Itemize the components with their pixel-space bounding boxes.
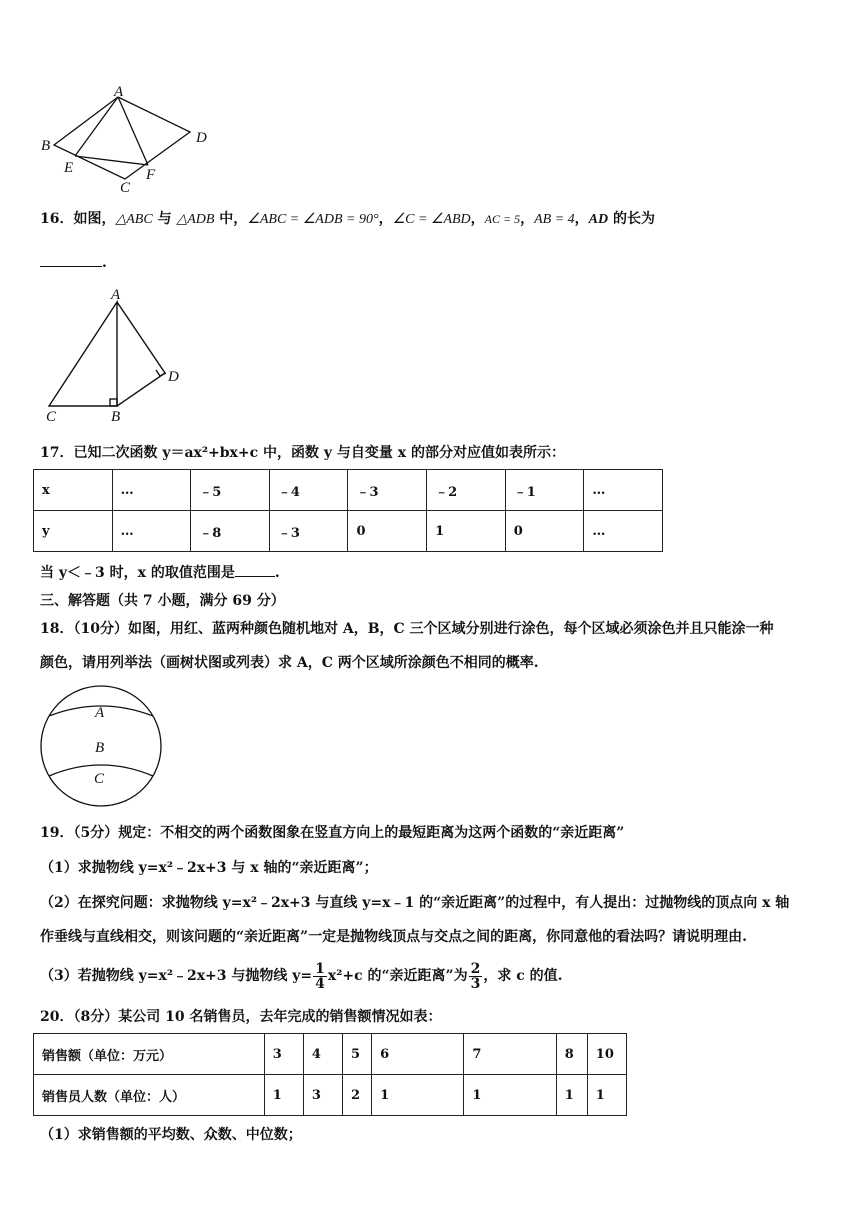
q16-sep-2: ，	[470, 211, 485, 227]
label-A: A	[111, 287, 121, 303]
table-row	[34, 511, 663, 552]
q16-condition-1: ∠ABC = ∠ADB = 90°	[247, 212, 379, 227]
answer-blank[interactable]	[235, 564, 275, 577]
label-B: B	[41, 138, 51, 154]
label-D: D	[196, 130, 207, 146]
table-cell: 1	[587, 1075, 626, 1116]
figure-q15	[38, 82, 218, 197]
q16-triangle-abc: △ABC	[115, 212, 153, 227]
label-C: C	[94, 771, 105, 787]
table-cell: 5	[343, 1034, 372, 1075]
q16-answer-line	[40, 253, 107, 273]
fraction-two-thirds	[469, 962, 483, 991]
q16-text-1: 如图，	[73, 211, 116, 227]
table-cell: ﹣5	[191, 470, 270, 511]
table-cell: ﹣8	[191, 511, 270, 552]
label-F: F	[146, 167, 156, 183]
q19-part-2a: （2）在探究问题：求抛物线 y=x²﹣2x+3 与直线 y=x﹣1 的“亲近距离”的过程中，有人提出：过抛物线的顶点向 x 轴	[40, 895, 790, 911]
q19-part-3-text-a: （3）若抛物线 y=x²﹣2x+3 与抛物线 y=	[40, 968, 313, 984]
q16-sep-1: ，	[378, 211, 393, 227]
table-cell: …	[584, 470, 663, 511]
table-cell: 8	[556, 1034, 587, 1075]
q20-part-1: （1）求销售额的平均数、众数、中位数；	[40, 1127, 302, 1143]
q16-condition-4: AB = 4	[534, 212, 575, 227]
table-cell: 销售额（单位：万元）	[34, 1034, 265, 1075]
table-row	[34, 470, 663, 511]
q16-text-4: 的长为	[608, 211, 655, 227]
label-C: C	[46, 409, 57, 425]
q16-end: .	[102, 255, 107, 271]
table-cell: 6	[372, 1034, 464, 1075]
table-cell: 1	[464, 1075, 556, 1116]
table-cell: 2	[343, 1075, 372, 1116]
q20-table	[33, 1033, 627, 1116]
table-cell: ﹣2	[427, 470, 506, 511]
label-B: B	[95, 740, 105, 756]
table-cell: 1	[427, 511, 506, 552]
label-E: E	[64, 160, 74, 176]
figure-q18	[38, 682, 168, 812]
q16-sep-4: ，	[574, 211, 589, 227]
table-row	[34, 1075, 627, 1116]
table-cell: 销售员人数（单位：人）	[34, 1075, 265, 1116]
label-A: A	[95, 705, 105, 721]
section-heading: 三、解答题（共 7 小题，满分 69 分）	[40, 593, 285, 609]
table-cell: 0	[348, 511, 427, 552]
answer-blank[interactable]	[40, 254, 102, 267]
q16-condition-2: ∠C = ∠ABD	[392, 212, 471, 227]
q16-sep-3: ，	[520, 211, 535, 227]
table-cell: …	[112, 470, 191, 511]
label-D: D	[168, 369, 179, 385]
label-A: A	[114, 84, 124, 100]
table-cell: ﹣3	[348, 470, 427, 511]
table-cell: 3	[264, 1034, 303, 1075]
q16-text-2: 与	[152, 211, 177, 227]
q16-triangle-adb: △ADB	[176, 212, 215, 227]
table-cell: …	[112, 511, 191, 552]
q16-condition-3: AC = 5	[484, 212, 521, 226]
table-cell: ﹣3	[269, 511, 348, 552]
table-cell: 0	[505, 511, 584, 552]
figure-q16	[38, 285, 198, 425]
q17-ask: 当 y＜﹣3 时，x 的取值范围是	[40, 565, 235, 581]
table-row	[34, 1034, 627, 1075]
label-C: C	[120, 180, 131, 196]
table-cell: 7	[464, 1034, 556, 1075]
fraction-one-quarter	[313, 962, 327, 991]
q19-part-1: （1）求抛物线 y=x²﹣2x+3 与 x 轴的“亲近距离”；	[40, 860, 378, 876]
q18-line-2: 颜色，请用列举法（画树状图或列表）求 A，C 两个区域所涂颜色不相同的概率.	[40, 655, 539, 671]
label-B: B	[111, 409, 121, 425]
fraction-numerator: 2	[470, 960, 481, 977]
q17-question	[40, 563, 280, 583]
table-cell: 1	[264, 1075, 303, 1116]
q16-number: 16．	[40, 211, 74, 227]
table-cell: 4	[303, 1034, 342, 1075]
table-cell: x	[34, 470, 113, 511]
q16-ad: AD	[588, 212, 609, 227]
q19-part-2b: 作垂线与直线相交，则该问题的“亲近距离”一定是抛物线顶点与交点之间的距离，你同意他的看法吗？请说明理由.	[40, 929, 747, 945]
table-cell: y	[34, 511, 113, 552]
q17-table	[33, 469, 663, 552]
fraction-denominator: 3	[470, 975, 481, 992]
fraction-denominator: 4	[315, 975, 325, 992]
fraction-numerator: 1	[315, 960, 325, 977]
table-cell: 1	[372, 1075, 464, 1116]
table-cell: 1	[556, 1075, 587, 1116]
q19-part-3	[40, 960, 563, 992]
table-cell: 10	[587, 1034, 626, 1075]
q16-stem	[40, 209, 655, 230]
table-cell: ﹣4	[269, 470, 348, 511]
q17-stem: 17．已知二次函数 y＝ax²+bx+c 中，函数 y 与自变量 x 的部分对应值如表所示：	[40, 445, 566, 461]
q17-end: .	[274, 565, 280, 581]
table-cell: 3	[303, 1075, 342, 1116]
q19-part-3-text-c: ，求 c 的值.	[483, 968, 563, 984]
q19-part-3-text-b: x²+c 的“亲近距离”为	[327, 968, 468, 984]
q16-text-3: 中，	[214, 211, 248, 227]
table-cell: ﹣1	[505, 470, 584, 511]
q20-stem: 20．（8分）某公司 10 名销售员，去年完成的销售额情况如表：	[40, 1009, 442, 1025]
table-cell: …	[584, 511, 663, 552]
q18-line-1: 18．（10分）如图，用红、蓝两种颜色随机地对 A，B，C 三个区域分别进行涂色，每个区域必须涂色并且只能涂一种	[40, 621, 774, 637]
q19-intro: 19．（5分）规定：不相交的两个函数图象在竖直方向上的最短距离为这两个函数的“亲近距离”	[40, 825, 625, 841]
